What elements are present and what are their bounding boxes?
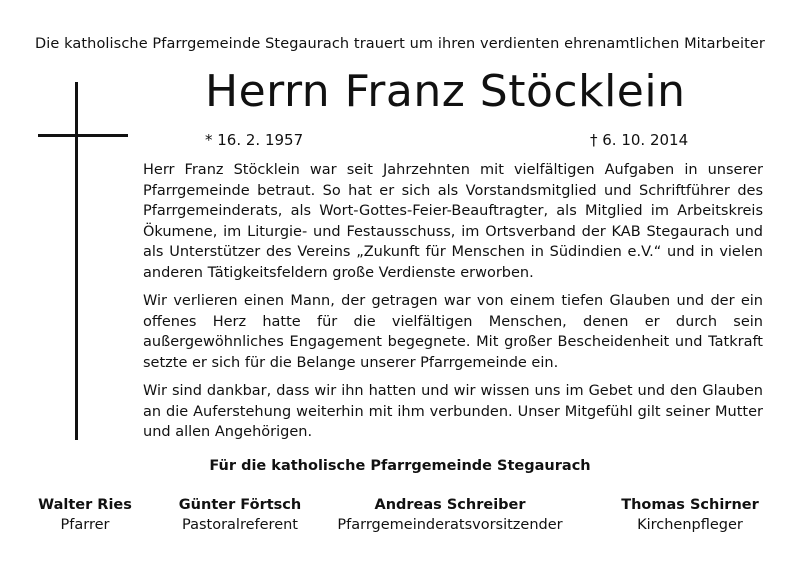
death-date: † 6. 10. 2014 [590,131,689,149]
signer-role: Pfarrgemeinderatsvorsitzender [337,517,563,533]
signer [600,495,780,535]
signer [330,495,570,535]
signer-name: Günter Förtsch [178,497,302,513]
signer-role: Pfarrer [60,517,110,533]
signer-name: Walter Ries [38,497,132,513]
signer-role: Pastoralreferent [182,517,298,533]
obituary-text [143,160,763,451]
paragraph: Herr Franz Stöcklein war seit Jahrzehnten mit vielfältigen Aufgaben in unserer Pfarrgemeinde betraut. So hat er sich als Vorstandsmitglied und Schriftführer des Pfarrgemeinderats, als Wort-Gottes-Feier-Beauftragter, als Mitglied im Arbeitskreis Ökumene, im Liturgie- und Festausschuss, im Ortsverband der KAB Stegaurach und als Unterstützer des Vereins „Zukunft für Menschen in Südindien e.V.“ und in vielen anderen Tätigkeitsfeldern große Verdienste erworben. [143,162,763,281]
signers [0,495,800,540]
birth-date: * 16. 2. 1957 [205,131,304,149]
header-line: Die katholische Pfarrgemeinde Stegaurach trauert um ihren verdienten ehrenamtlichen Mitarbeiter [35,36,765,52]
paragraph: Wir sind dankbar, dass wir ihn hatten und wir wissen uns im Gebet und den Glauben an die Auferstehung weiterhin mit ihm verbunden. Unser Mitgefühl gilt seiner Mutter und allen Angehörigen. [143,383,763,440]
signer-role: Kirchenpfleger [637,517,743,533]
signer [20,495,150,535]
signer-name: Andreas Schreiber [374,497,526,513]
cross-horizontal-bar [38,134,128,137]
signoff-line: Für die katholische Pfarrgemeinde Stegaurach [209,458,591,474]
signer-name: Thomas Schirner [621,497,759,513]
paragraph: Wir verlieren einen Mann, der getragen war von einem tiefen Glauben und der ein offenes Herz hatte für die vielfältigen Menschen, denen er durch sein außergewöhnliches Engagement begegnete. Mit großer Bescheidenheit und Tatkraft setzte er sich für die Belange unserer Pfarrgemeinde ein. [143,293,763,371]
deceased-name: Herrn Franz Stöcklein [205,66,686,117]
signer [160,495,320,535]
